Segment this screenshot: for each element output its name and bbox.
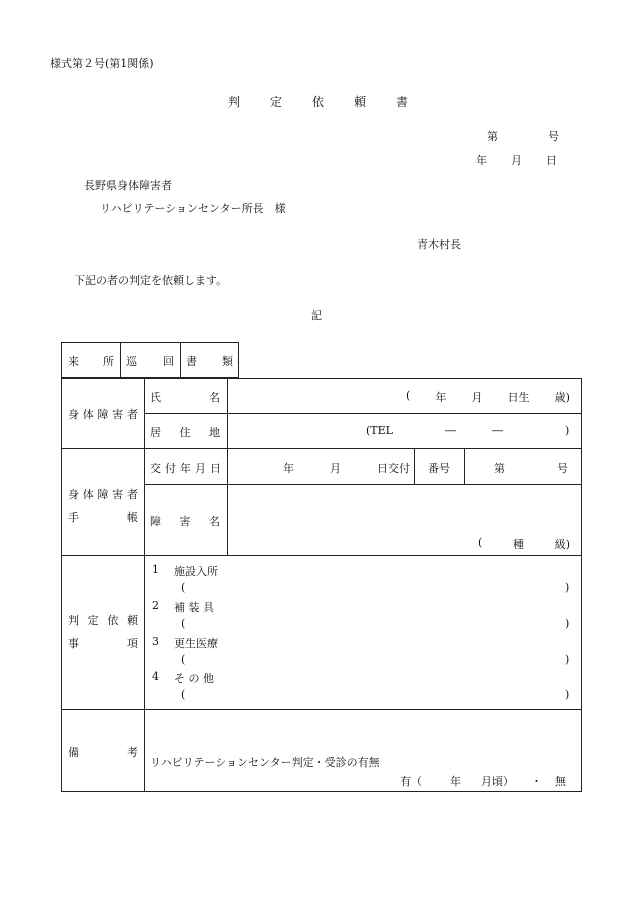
handbook-label-char: 者 <box>127 488 138 501</box>
issue-year: 年 <box>283 462 294 475</box>
grade-kyu: 級) <box>554 538 570 551</box>
paren-open: ( <box>181 688 186 701</box>
disability-label-char: 名 <box>209 515 220 528</box>
remarks-line1: リハビリテーションセンター判定・受診の有無 <box>150 756 380 769</box>
doc-number <box>487 128 559 144</box>
request-item-number: 4 <box>152 670 159 683</box>
birth-year: 年 <box>435 391 447 404</box>
date-year: 年 <box>476 154 487 167</box>
handbook-label-line1 <box>68 486 138 502</box>
handbook-label-char: 手 <box>68 511 79 524</box>
request-label-char: 項 <box>127 637 138 650</box>
handbook-label-char: 体 <box>82 488 94 501</box>
request-item-label[interactable]: 更生医療 <box>174 637 218 650</box>
address-label-char: 住 <box>179 426 191 439</box>
patient-label-char: 身 <box>68 408 79 421</box>
patient-label-char: 体 <box>82 408 94 421</box>
paren-close: ) <box>565 617 570 630</box>
junkai-char: 巡 <box>126 355 137 368</box>
name-label-char: 氏 <box>150 391 161 404</box>
remarks-label-char: 考 <box>127 746 138 759</box>
title-char: 書 <box>395 95 408 109</box>
addressee-line2: リハビリテーションセンター所長 様 <box>100 202 286 215</box>
patient-label-char: 者 <box>127 408 138 421</box>
birth-field[interactable] <box>406 389 570 405</box>
grade-shu: 種 <box>513 538 524 551</box>
remarks-ari[interactable]: 有（ <box>400 775 422 788</box>
request-item-number: 3 <box>152 635 159 648</box>
title-char: 依 <box>311 95 324 109</box>
request-item-label[interactable]: 施設入所 <box>174 565 218 578</box>
disability-label-char: 害 <box>179 515 191 528</box>
date-day: 日 <box>546 154 557 167</box>
paren-close: ) <box>565 581 570 594</box>
tel-close: ) <box>565 424 570 437</box>
birth-day: 日生 <box>507 391 530 404</box>
issue-label-char: 付 <box>165 462 176 475</box>
disability-label <box>150 513 220 529</box>
paren-open: ( <box>181 581 186 594</box>
request-label-char: 判 <box>68 614 79 627</box>
handbook-label-char: 害 <box>112 488 124 501</box>
form-number: 様式第２号(第1関係) <box>50 57 154 70</box>
date-line <box>476 152 557 168</box>
issue-label-char: 月 <box>195 462 206 475</box>
shorui-char: 書 <box>186 355 197 368</box>
shorui-char: 類 <box>222 355 233 368</box>
doc-number-go: 号 <box>548 130 559 143</box>
remarks-label-char: 備 <box>68 746 79 759</box>
grade-field[interactable] <box>478 536 570 552</box>
handbook-label-char: 障 <box>97 488 109 501</box>
name-label-char: 名 <box>209 391 220 404</box>
address-label-char: 居 <box>150 426 161 439</box>
ki-label: 記 <box>311 309 322 322</box>
request-item-number: 2 <box>152 599 159 612</box>
birth-month: 月 <box>471 391 483 404</box>
remarks-year: 年 <box>450 775 461 788</box>
remarks-nashi[interactable]: 無 <box>555 775 566 788</box>
address-label-char: 地 <box>209 426 220 439</box>
name-label <box>150 389 220 405</box>
date-month: 月 <box>511 154 522 167</box>
remarks-dot: ・ <box>531 775 542 788</box>
request-label-char: 頼 <box>126 614 138 627</box>
intro-text: 下記の者の判定を依頼します。 <box>74 274 228 287</box>
issue-month: 月 <box>330 462 341 475</box>
patient-label <box>68 406 138 422</box>
request-item-label[interactable]: 補 装 具 <box>174 601 214 614</box>
number-dai: 第 <box>494 462 505 475</box>
junkai-cell <box>126 353 174 369</box>
paren-open: ( <box>181 653 186 666</box>
title-char: 頼 <box>353 95 366 109</box>
handbook-label-line2 <box>68 509 138 525</box>
handbook-label-char: 身 <box>68 488 79 501</box>
birth-paren-open: ( <box>406 389 411 402</box>
number-label: 番号 <box>428 462 450 475</box>
issue-day: 日交付 <box>377 462 410 475</box>
request-label-char: 事 <box>68 637 79 650</box>
remarks-label <box>68 744 138 760</box>
request-label-char: 依 <box>107 614 119 627</box>
tel-dash: ― <box>445 424 456 437</box>
remarks-month: 月頃） <box>481 775 514 788</box>
number-field[interactable] <box>494 460 568 476</box>
birth-age: 歳) <box>554 391 570 404</box>
title-char: 定 <box>269 95 282 109</box>
doc-number-dai: 第 <box>487 130 498 143</box>
raisho-char: 所 <box>103 355 114 368</box>
tel-open: (TEL <box>366 424 393 437</box>
issue-date-label <box>150 460 221 476</box>
tel-dash: ― <box>492 424 503 437</box>
handbook-label-char: 帳 <box>127 511 138 524</box>
paren-open: ( <box>181 617 186 630</box>
junkai-char: 回 <box>163 355 174 368</box>
issue-date-field[interactable] <box>283 460 410 476</box>
issue-label-char: 日 <box>210 462 221 475</box>
request-label-char: 定 <box>87 614 99 627</box>
document-title <box>228 93 408 110</box>
paren-close: ) <box>565 653 570 666</box>
patient-label-char: 障 <box>97 408 109 421</box>
grade-paren: ( <box>478 536 483 549</box>
raisho-cell <box>68 353 114 369</box>
request-item-label[interactable]: そ の 他 <box>174 672 214 685</box>
address-label <box>150 424 220 440</box>
addressee-line1: 長野県身体障害者 <box>84 179 172 192</box>
main-table <box>61 378 582 792</box>
request-label-line1 <box>68 612 138 628</box>
request-item-number: 1 <box>152 563 159 576</box>
title-char: 判 <box>228 95 241 109</box>
issue-label-char: 年 <box>180 462 191 475</box>
sender: 青木村長 <box>417 238 461 251</box>
patient-label-char: 害 <box>112 408 124 421</box>
disability-label-char: 障 <box>150 515 161 528</box>
issue-label-char: 交 <box>150 462 161 475</box>
raisho-char: 来 <box>68 355 79 368</box>
request-label-line2 <box>68 635 138 651</box>
shorui-cell <box>186 353 233 369</box>
paren-close: ) <box>565 688 570 701</box>
number-go: 号 <box>557 462 568 475</box>
